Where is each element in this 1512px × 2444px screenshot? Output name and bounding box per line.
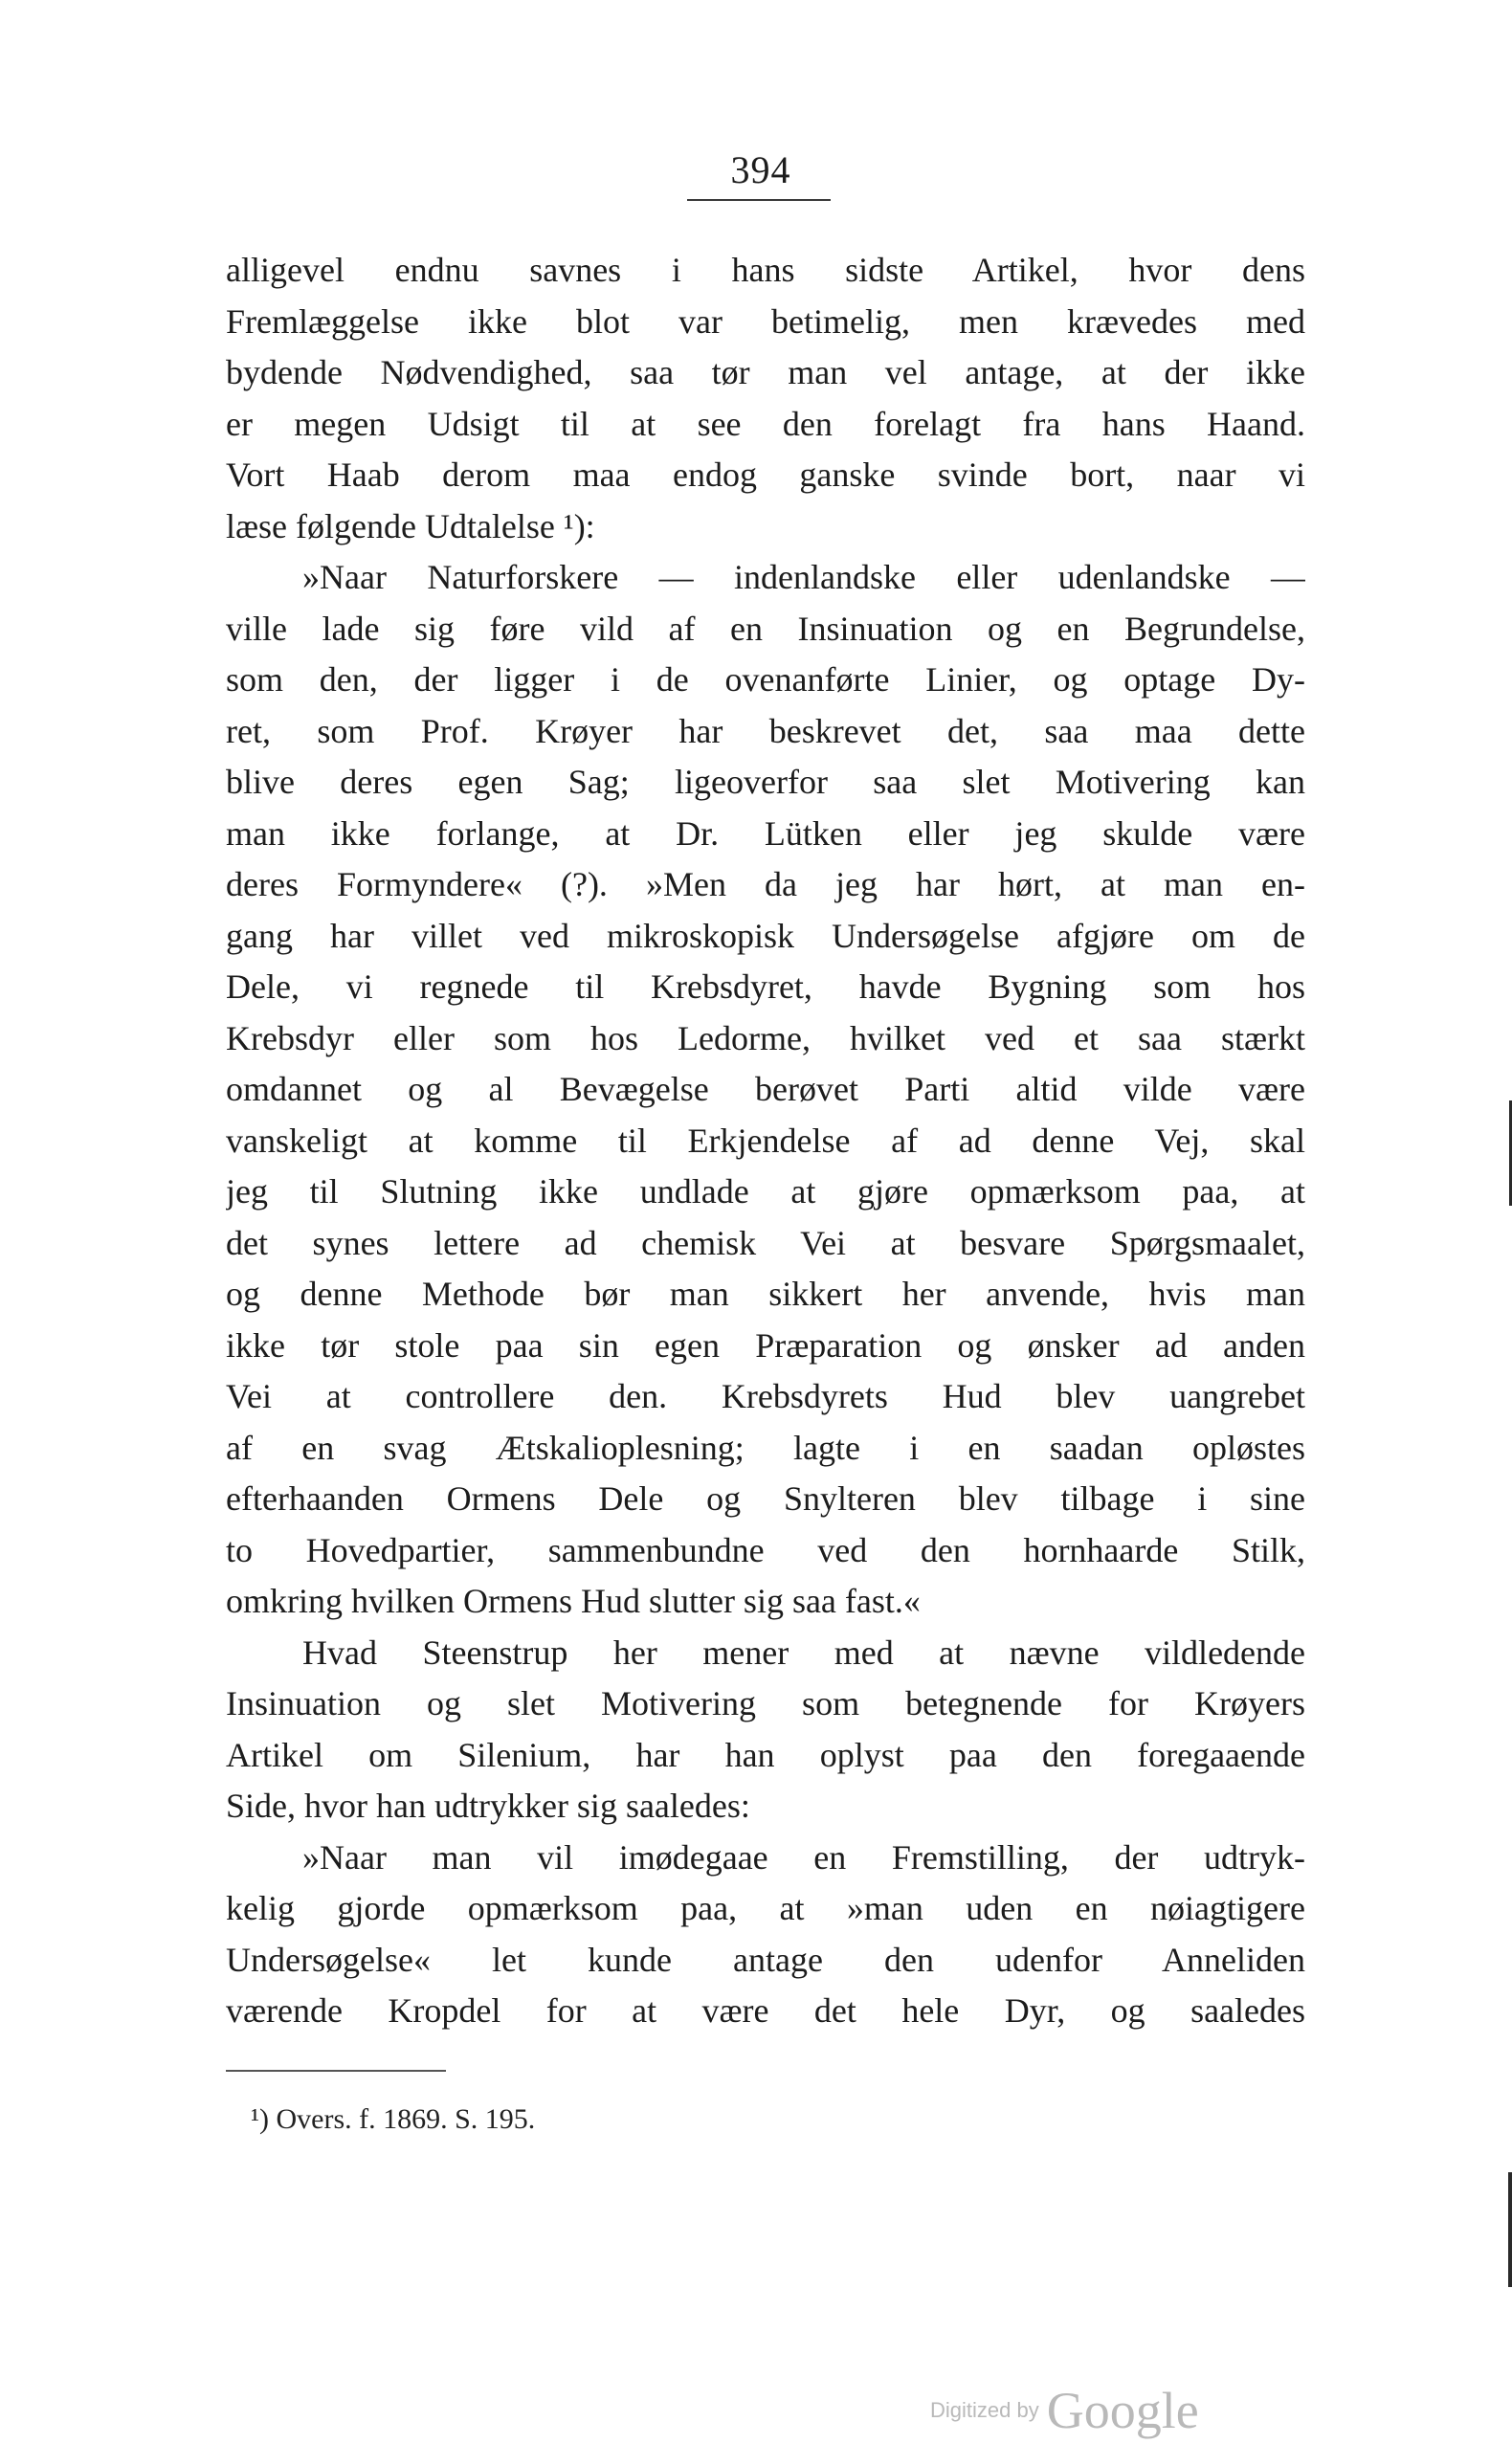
text-line: »Naar Naturforskere — indenlandske eller udenlandske — bbox=[302, 558, 1305, 596]
text-line: alligevel endnu savnes i hans sidste Artikel, hvor dens bbox=[226, 251, 1305, 289]
body-text bbox=[226, 245, 1305, 2037]
text-line: omdannet og al Bevægelse berøvet Parti altid vilde være bbox=[226, 1070, 1305, 1108]
text-line: kelig gjorde opmærksom paa, at »man uden en nøiagtigere bbox=[226, 1889, 1305, 1927]
text-line: det synes lettere ad chemisk Vei at besvare Spørgsmaalet, bbox=[226, 1223, 1305, 1262]
text-line: Undersøgelse« let kunde antage den udenfor Anneliden bbox=[226, 1940, 1305, 1979]
text-line: gang har villet ved mikroskopisk Undersøgelse afgjøre om de bbox=[226, 916, 1305, 955]
text-line: Vei at controllere den. Krebsdyrets Hud blev uangrebet bbox=[226, 1377, 1305, 1415]
digitized-watermark bbox=[930, 2381, 1199, 2440]
text-line: to Hovedpartier, sammenbundne ved den hornhaarde Stilk, bbox=[226, 1530, 1305, 1569]
text-line: værende Kropdel for at være det hele Dyr, og saaledes bbox=[226, 1991, 1305, 2030]
page-number: 394 bbox=[730, 148, 791, 191]
text-line: ikke tør stole paa sin egen Præparation og ønsker ad anden bbox=[226, 1325, 1305, 1365]
text-line: læse følgende Udtalelse ¹): bbox=[226, 506, 595, 545]
text-line: Fremlæggelse ikke blot var betimelig, men krævedes med bbox=[226, 301, 1305, 341]
text-line: Hvad Steenstrup her mener med at nævne vildledende bbox=[302, 1633, 1305, 1672]
text-line: vanskeligt at komme til Erkjendelse af ad denne Vej, skal bbox=[226, 1121, 1305, 1160]
footnote-divider bbox=[226, 2070, 446, 2072]
text-line: Artikel om Silenium, har han oplyst paa den foregaaende bbox=[226, 1735, 1305, 1774]
text-line: og denne Methode bør man sikkert her anvende, hvis man bbox=[226, 1275, 1305, 1313]
text-line: Dele, vi regnede til Krebsdyret, havde Bygning som hos bbox=[226, 967, 1305, 1006]
google-logo: Google bbox=[1046, 2382, 1199, 2439]
text-line: omkring hvilken Ormens Hud slutter sig saa fast.« bbox=[226, 1582, 921, 1620]
text-line: Krebsdyr eller som hos Ledorme, hvilket ved et saa stærkt bbox=[226, 1018, 1305, 1057]
text-line: jeg til Slutning ikke undlade at gjøre opmærksom paa, at bbox=[226, 1172, 1305, 1211]
footnote: ¹) Overs. f. 1869. S. 195. bbox=[251, 2103, 536, 2135]
text-line: af en svag Ætskalioplesning; lagte i en saadan opløstes bbox=[226, 1428, 1305, 1467]
scan-edge-mark bbox=[1508, 2172, 1512, 2287]
text-line: ret, som Prof. Krøyer har beskrevet det, saa maa dette bbox=[226, 711, 1305, 750]
text-line: blive deres egen Sag; ligeoverfor saa slet Motivering kan bbox=[226, 763, 1305, 801]
text-line: »Naar man vil imødegaae en Fremstilling, der udtryk- bbox=[302, 1837, 1305, 1877]
page-number-underline bbox=[687, 199, 831, 201]
text-line: er megen Udsigt til at see den forelagt fra hans Haand. bbox=[226, 404, 1305, 443]
text-line: Vort Haab derom maa endog ganske svinde bort, naar vi bbox=[226, 455, 1305, 494]
text-line: man ikke forlange, at Dr. Lütken eller jeg skulde være bbox=[226, 813, 1305, 853]
text-line: ville lade sig føre vild af en Insinuation og en Begrundelse, bbox=[226, 609, 1305, 648]
text-line: efterhaanden Ormens Dele og Snylteren blev tilbage i sine bbox=[226, 1479, 1305, 1518]
text-line: deres Formyndere« (?). »Men da jeg har hørt, at man en- bbox=[226, 865, 1305, 903]
text-line: Side, hvor han udtrykker sig saaledes: bbox=[226, 1787, 750, 1825]
text-line: Insinuation og slet Motivering som betegnende for Krøyers bbox=[226, 1684, 1305, 1722]
text-line: som den, der ligger i de ovenanførte Linier, og optage Dy- bbox=[226, 660, 1305, 699]
digitized-by-label: Digitized by bbox=[930, 2398, 1039, 2422]
text-line: bydende Nødvendighed, saa tør man vel antage, at der ikke bbox=[226, 353, 1305, 391]
